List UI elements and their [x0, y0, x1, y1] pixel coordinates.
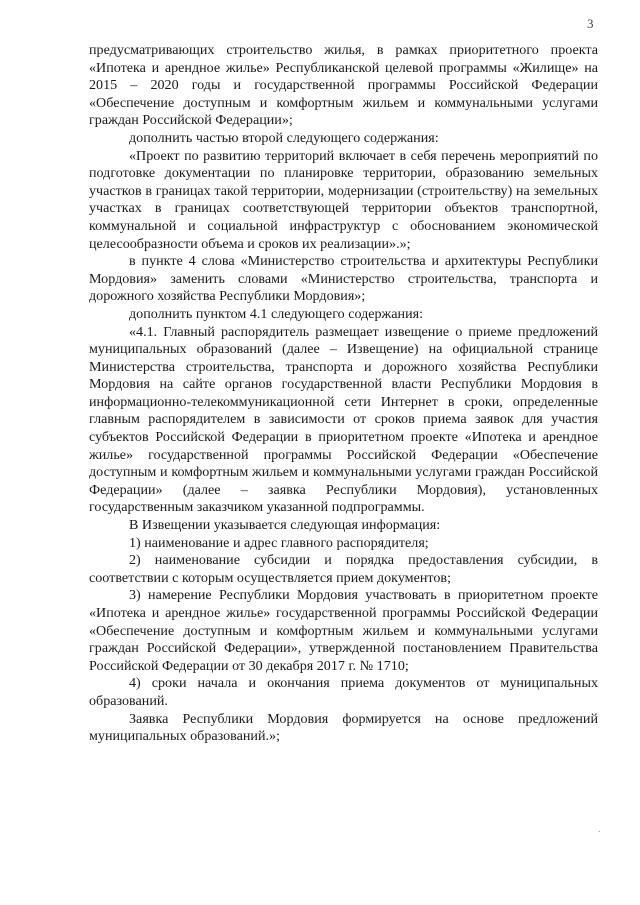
- list-item-3: 3) намерение Республики Мордовия участвовать в приоритетном проекте «Ипотека и арендное жилье» государственной программы Российской Федерации «Обеспечение доступным и комфортным жильем и коммунальными услугами граждан Российской Федерации», утвержденной постановлением Правительства Российской Федерации от 30 декабря 2017 г. № 1710;: [89, 587, 598, 674]
- document-body: [89, 42, 598, 746]
- list-item-2: 2) наименование субсидии и порядка предоставления субсидии, в соответствии с которым осуществляется прием документов;: [89, 552, 598, 586]
- paragraph-5: дополнить пунктом 4.1 следующего содержания:: [129, 305, 424, 322]
- paragraph-4: в пункте 4 слова «Министерство строительства и архитектуры Республики Мордовия» заменить словами «Министерство строительства, транспорта и дорожного хозяйства Республики Мордовия»;: [89, 253, 598, 305]
- paragraph-1: предусматривающих строительство жилья, в рамках приоритетного проекта «Ипотека и арендное жилье» Республиканской целевой программы «Жилище» на 2015 – 2020 годы и государственной программы Российской Федерации «Обеспечение доступным и комфортным жильем и коммунальными услугами граждан Российской Федерации»;: [89, 42, 598, 129]
- list-item-4: 4) сроки начала и окончания приема документов от муниципальных образований.: [89, 675, 598, 709]
- paragraph-6: «4.1. Главный распорядитель размещает извещение о приеме предложений муниципальных образований (далее – Извещение) на официальной странице Министерства строительства, транспорта и дорожного хозяйства Республики Мордовия на сайте органов государственной власти Республики Мордовия в информационно-телекоммуникационной сети Интернет в сроки, определенные главным распорядителем в зависимости от сроков приема заявок для участия субъектов Российской Федерации в приоритетном проекте «Ипотека и арендное жилье» государственной программы Российской Федерации «Обеспечение доступным и комфортным жильем и коммунальными услугами граждан Российской Федерации» (далее – заявка Республики Мордовия), установленных государственным заказчиком указанной подпрограммы.: [89, 323, 598, 516]
- paragraph-3: «Проект по развитию территорий включает в себя перечень мероприятий по подготовке документации по планировке территории, образованию земельных участков в границах такой территории, модернизации (строительству) на земельных участках в границах соответствующей территории объектов транспортной, коммунальной и социальной инфраструктур с обоснованием экономической целесообразности объема и сроков их реализации».»;: [89, 147, 598, 252]
- stray-mark: .: [598, 824, 601, 835]
- list-item-1: 1) наименование и адрес главного распорядителя;: [129, 534, 429, 551]
- paragraph-7: В Извещении указывается следующая информация:: [129, 517, 441, 534]
- page-number: 3: [587, 16, 594, 31]
- paragraph-final: Заявка Республики Мордовия формируется на основе предложений муниципальных образований.»;: [89, 710, 598, 745]
- paragraph-2: дополнить частью второй следующего содержания:: [129, 129, 439, 146]
